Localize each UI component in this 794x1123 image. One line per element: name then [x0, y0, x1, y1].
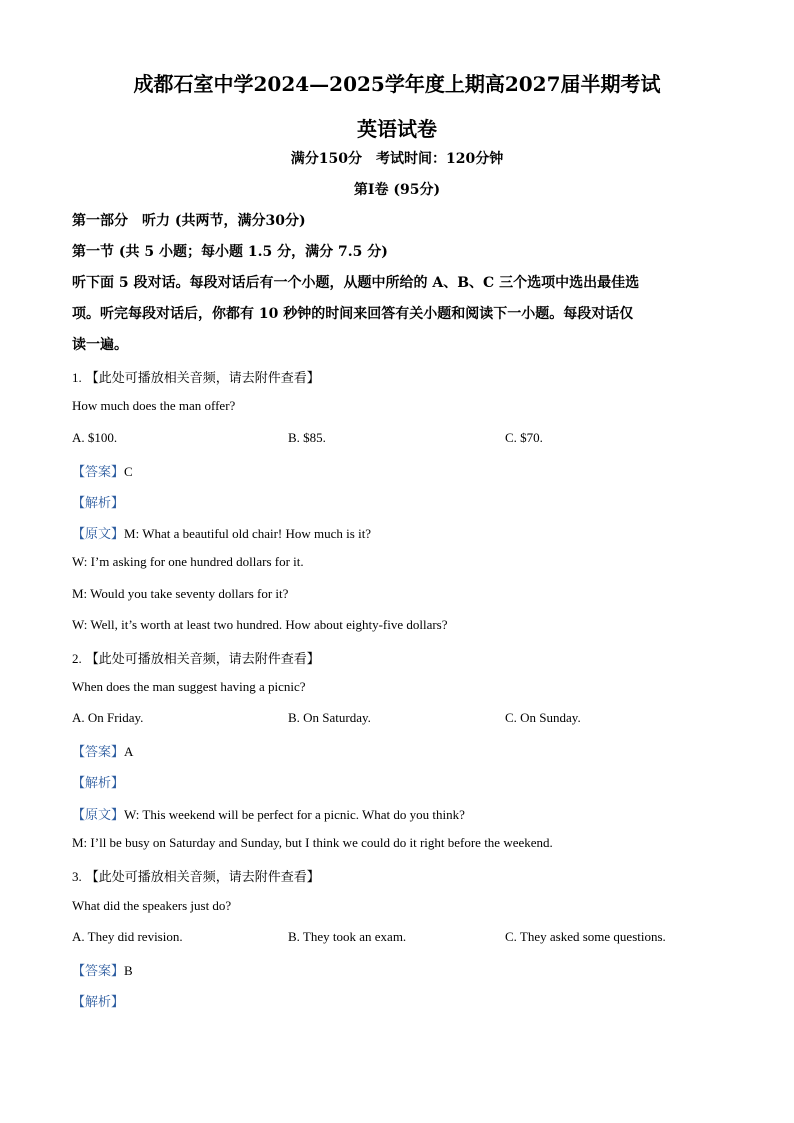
- question-1-option-a: A. $100.: [72, 430, 118, 445]
- question-3-prompt: What did the speakers just do?: [72, 898, 232, 913]
- question-1-transcript-line-4: W: Well, it’s worth at least two hundred. How about eighty-five dollars?: [72, 617, 448, 632]
- question-3-option-a: A. They did revision.: [72, 929, 183, 944]
- question-number: 1.: [72, 370, 82, 385]
- audio-placeholder: 【此处可播放相关音频，请去附件查看】: [85, 652, 320, 667]
- instructions-line-1: 听下面 5 段对话。每段对话后有一个小题，从题中所给的 A、B、C 三个选项中选出最佳选: [72, 275, 640, 291]
- volume-heading: 第I卷 (95分): [353, 182, 441, 198]
- question-1-option-c: C. $70.: [505, 430, 543, 445]
- answer-label: 【答案】: [72, 964, 125, 979]
- audio-placeholder: 【此处可播放相关音频，请去附件查看】: [85, 371, 320, 386]
- question-3-option-c: C. They asked some questions.: [505, 929, 666, 944]
- question-1-prompt: How much does the man offer?: [72, 398, 236, 413]
- answer-value: C: [124, 464, 133, 479]
- question-1-analysis: [72, 492, 124, 512]
- transcript-label: 【原文】: [72, 527, 125, 542]
- question-2-transcript-line-1: [72, 804, 465, 824]
- answer-label: 【答案】: [72, 465, 125, 480]
- question-2-analysis: [72, 772, 124, 792]
- analysis-label: 【解析】: [72, 995, 125, 1010]
- question-1-transcript-line-3: M: Would you take seventy dollars for it?: [72, 586, 289, 601]
- answer-label: 【答案】: [72, 745, 125, 760]
- part-heading: 第一部分 听力 (共两节，满分30分): [72, 213, 306, 229]
- question-1-header: [72, 367, 320, 387]
- question-3-option-b: B. They took an exam.: [288, 929, 407, 944]
- question-number: 3.: [72, 869, 82, 884]
- question-3-header: [72, 866, 320, 886]
- question-1-transcript-line-2: W: I’m asking for one hundred dollars for it.: [72, 554, 304, 569]
- transcript-label: 【原文】: [72, 808, 125, 823]
- question-2-prompt: When does the man suggest having a picnic?: [72, 679, 306, 694]
- question-2-transcript-line-2: M: I’ll be busy on Saturday and Sunday, but I think we could do it right before the weekend.: [72, 835, 553, 850]
- question-number: 2.: [72, 651, 82, 666]
- question-2-answer: [72, 741, 133, 761]
- instructions-line-2: 项。听完每段对话后，你都有 10 秒钟的时间来回答有关小题和阅读下一小题。每段对话仅: [72, 306, 634, 322]
- question-1-answer: [72, 461, 133, 481]
- question-2-option-a: A. On Friday.: [72, 710, 144, 725]
- analysis-label: 【解析】: [72, 496, 125, 511]
- question-1-option-b: B. $85.: [288, 430, 326, 445]
- analysis-label: 【解析】: [72, 776, 125, 791]
- subsection-heading: 第一节 (共 5 小题；每小题 1.5 分，满分 7.5 分): [72, 244, 388, 260]
- exam-title: 成都石室中学2024—2025学年度上期高2027届半期考试: [133, 72, 661, 96]
- audio-placeholder: 【此处可播放相关音频，请去附件查看】: [85, 870, 320, 885]
- exam-subject: 英语试卷: [357, 117, 437, 141]
- transcript-text: M: What a beautiful old chair! How much is it?: [124, 526, 372, 541]
- answer-value: A: [124, 744, 134, 759]
- question-2-header: [72, 648, 320, 668]
- question-2-option-b: B. On Saturday.: [288, 710, 371, 725]
- exam-meta: 满分150分 考试时间：120分钟: [290, 151, 504, 167]
- question-3-analysis: [72, 991, 124, 1011]
- transcript-text: W: This weekend will be perfect for a picnic. What do you think?: [124, 807, 465, 822]
- answer-value: B: [124, 963, 133, 978]
- question-2-option-c: C. On Sunday.: [505, 710, 581, 725]
- question-1-transcript-line-1: [72, 523, 371, 543]
- question-3-answer: [72, 960, 133, 980]
- instructions-line-3: 读一遍。: [72, 337, 128, 353]
